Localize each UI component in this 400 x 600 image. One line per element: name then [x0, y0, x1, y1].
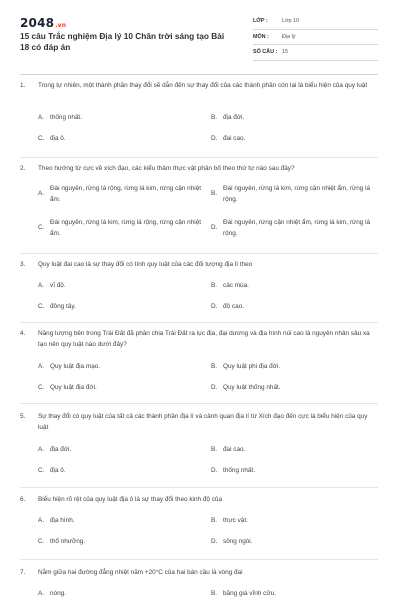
site-logo[interactable]: 2048.vn: [20, 16, 67, 30]
question-number: 4.: [20, 330, 26, 337]
question-text: Trong tự nhiên, một thành phần thay đổi sẽ dẫn đến sự thay đổi của các thành phần còn lại là biểu hiện của quy luật: [38, 82, 368, 89]
option-key: A.: [38, 446, 45, 453]
option-d[interactable]: [211, 537, 381, 548]
option-text: Quy luật địa đới.: [50, 384, 97, 391]
option-a[interactable]: [38, 445, 208, 456]
option-b[interactable]: [211, 184, 381, 205]
option-d[interactable]: [211, 218, 381, 239]
option-c[interactable]: [38, 537, 208, 548]
option-key: C.: [38, 467, 45, 474]
option-b[interactable]: [211, 113, 381, 124]
meta-table: [253, 14, 378, 61]
option-key: D.: [211, 135, 218, 142]
question-number: 6.: [20, 496, 26, 503]
option-c[interactable]: [38, 383, 208, 394]
question-text: Quy luật đai cao là sự thay đổi có tính quy luật của các đối tượng địa lí theo: [38, 261, 253, 268]
question-separator: [20, 157, 378, 158]
option-text: thực vật.: [223, 517, 248, 524]
option-c[interactable]: [38, 302, 208, 313]
option-text: địa đới.: [223, 114, 245, 121]
option-d[interactable]: [211, 466, 381, 477]
question-4: [20, 328, 378, 391]
meta-row-class: LỚP : Lớp 10: [253, 14, 378, 30]
option-key: A.: [38, 114, 45, 121]
question-separator: [20, 253, 378, 254]
option-b[interactable]: [211, 281, 381, 292]
option-d[interactable]: [211, 383, 381, 394]
header-divider: [20, 74, 378, 75]
option-text: thống nhất.: [50, 114, 82, 121]
option-key: A.: [38, 190, 45, 197]
option-text: Đài nguyên, rừng lá rộng, rừng lá kim, rừng cận nhiệt ẩm.: [50, 185, 202, 203]
document-header: [0, 0, 400, 68]
option-text: địa hình.: [50, 517, 75, 524]
option-b[interactable]: [211, 445, 381, 456]
question-7: [20, 567, 378, 597]
option-key: D.: [211, 303, 218, 310]
option-b[interactable]: [211, 589, 381, 600]
option-c[interactable]: [38, 218, 208, 239]
option-text: độ cao.: [223, 303, 244, 310]
option-text: sông ngòi.: [223, 538, 253, 545]
option-text: băng giá vĩnh cửu.: [223, 590, 276, 597]
question-text: Năng lượng bên trong Trái Đất đã phân chia Trái Đất ra lục địa, đại dương và địa hình núi cao là nguyên nhân sâu xa tạo nên quy luật nào dưới đây?: [38, 330, 370, 348]
option-text: địa ô.: [50, 135, 66, 142]
option-key: B.: [211, 517, 218, 524]
option-key: B.: [211, 590, 218, 597]
option-text: đai cao.: [223, 446, 246, 453]
option-key: D.: [211, 538, 218, 545]
option-text: Quy luật phi địa đới.: [223, 363, 281, 370]
option-key: B.: [211, 446, 218, 453]
question-number: 2.: [20, 165, 26, 172]
question-text: Sự thay đổi có quy luật của tất cả các thành phần địa lí và cảnh quan địa lí từ Xích đạo đến cực là biểu hiện của quy luật: [38, 413, 368, 431]
option-text: Quy luật địa mạo.: [50, 363, 101, 370]
option-text: nóng.: [50, 590, 66, 597]
question-number: 7.: [20, 569, 26, 576]
option-d[interactable]: [211, 302, 381, 313]
question-6: [20, 494, 378, 545]
option-text: Đài nguyên, rừng lá kim, rừng lá rộng, rừng cận nhiệt ẩm.: [50, 219, 202, 237]
meta-row-subject: MÔN : Địa lý: [253, 30, 378, 46]
option-d[interactable]: [211, 134, 381, 145]
question-1: [20, 80, 378, 142]
option-key: D.: [211, 467, 218, 474]
option-key: B.: [211, 190, 218, 197]
page-title: 15 câu Trắc nghiệm Địa lý 10 Chân trời sáng tạo Bài 18 có đáp án: [20, 31, 225, 52]
option-text: Đài nguyên, rừng cận nhiệt ẩm, rừng lá kim, rừng lá rộng.: [223, 219, 371, 237]
option-text: Quy luật thống nhất.: [223, 384, 281, 391]
option-c[interactable]: [38, 466, 208, 477]
question-3: [20, 259, 378, 310]
option-key: C.: [38, 384, 45, 391]
option-a[interactable]: [38, 589, 208, 600]
option-text: đai cao.: [223, 135, 246, 142]
question-separator: [20, 322, 378, 323]
question-2: [20, 163, 378, 237]
option-text: thổ nhưỡng.: [50, 538, 86, 545]
option-text: địa đới.: [50, 446, 72, 453]
question-separator: [20, 487, 378, 488]
meta-row-count: SỐ CÂU : 15: [253, 45, 378, 61]
question-number: 3.: [20, 261, 26, 268]
option-a[interactable]: [38, 362, 208, 373]
option-key: C.: [38, 538, 45, 545]
option-text: đông tây.: [50, 303, 76, 310]
option-key: D.: [211, 224, 218, 231]
option-key: C.: [38, 135, 45, 142]
option-key: A.: [38, 282, 45, 289]
option-a[interactable]: [38, 113, 208, 124]
option-text: các mùa.: [223, 282, 249, 289]
option-key: C.: [38, 224, 45, 231]
question-number: 1.: [20, 82, 26, 89]
question-text: Theo hướng từ cực về xích đạo, các kiểu thảm thực vật phân bố theo thứ tự nào sau đây?: [38, 165, 295, 172]
option-key: A.: [38, 590, 45, 597]
option-key: A.: [38, 517, 45, 524]
question-number: 5.: [20, 413, 26, 420]
option-key: B.: [211, 282, 218, 289]
option-text: địa ô.: [50, 467, 66, 474]
option-key: B.: [211, 363, 218, 370]
option-b[interactable]: [211, 362, 381, 373]
question-separator: [20, 403, 378, 404]
option-c[interactable]: [38, 134, 208, 145]
question-text: Nằm giữa hai đường đẳng nhiệt năm +20°C của hai bán cầu là vòng đai: [38, 569, 243, 576]
option-key: B.: [211, 114, 218, 121]
option-key: C.: [38, 303, 45, 310]
question-5: [20, 411, 378, 474]
option-text: thống nhất.: [223, 467, 255, 474]
question-separator: [20, 559, 378, 560]
option-key: A.: [38, 363, 45, 370]
option-text: vĩ độ.: [50, 282, 66, 289]
question-text: Biểu hiện rõ rệt của quy luật địa ô là sự thay đổi theo kinh độ của: [38, 496, 223, 503]
option-a[interactable]: [38, 516, 208, 527]
option-a[interactable]: [38, 184, 208, 205]
option-text: Đài nguyên, rừng lá kim, rừng cận nhiệt ẩm, rừng lá rộng.: [223, 185, 371, 203]
option-key: D.: [211, 384, 218, 391]
option-b[interactable]: [211, 516, 381, 527]
option-a[interactable]: [38, 281, 208, 292]
